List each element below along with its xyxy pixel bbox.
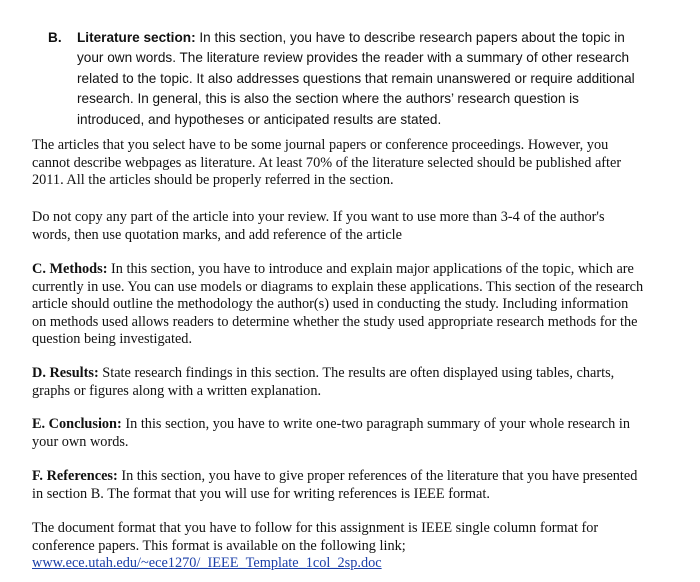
section-f-references [32,468,644,503]
section-c-heading: C. Methods: [32,261,108,277]
ieee-template-link[interactable]: www.ece.utah.edu/~ece1270/_IEEE_Template_1col_2sp.doc [32,555,382,572]
section-b-body [77,28,648,130]
section-b-marker: B. [48,30,62,45]
format-paragraph [32,520,644,573]
section-d-text: State research findings in this section. The results are often displayed using tables, charts, graphs or figures along with a written explanation. [32,365,615,399]
section-e-heading: E. Conclusion: [32,416,122,432]
section-b-heading: Literature section: [77,30,196,45]
section-c-text: In this section, you have to introduce and explain major applications of the topic, which are currently in use. You can use models or diagrams to explain these applications. This section of the research article should outline the methodology the author(s) used in conducting the study. Including information on methods used allows readers to determine whether the study used appropriate research methods for the question being investigated. [32,261,644,348]
section-d-results [32,365,644,400]
section-f-text: In this section, you have to give proper references of the literature that you have presented in section B. The format that you will use for writing references is IEEE format. [32,468,638,502]
section-d-heading: D. Results: [32,365,99,381]
section-b-literature [48,28,648,130]
section-b-text: In this section, you have to describe research papers about the topic in your own words. The literature review provides the reader with a summary of other research related to the topic. It also addresses questions that remain unanswered or require additional research. In general, this is also the section where the authors’ research question is introduced, and hypotheses or anticipated results are stated. [77,30,635,127]
articles-paragraph: The articles that you select have to be some journal papers or conference proceedings. However, you cannot describe webpages as literature. At least 70% of the literature selected should be published after 2011. All the articles should be properly referred in the section. [32,137,622,189]
section-e-text: In this section, you have to write one-two paragraph summary of your whole research in your own words. [32,416,630,450]
format-text: The document format that you have to follow for this assignment is IEEE single column format for conference papers. This format is available on the following link; [32,520,599,554]
section-f-heading: F. References: [32,468,118,484]
copy-rule-paragraph: Do not copy any part of the article into your review. If you want to use more than 3-4 of the author's words, then use quotation marks, and add reference of the article [32,209,605,243]
section-e-conclusion [32,416,644,451]
section-c-methods [32,261,644,349]
